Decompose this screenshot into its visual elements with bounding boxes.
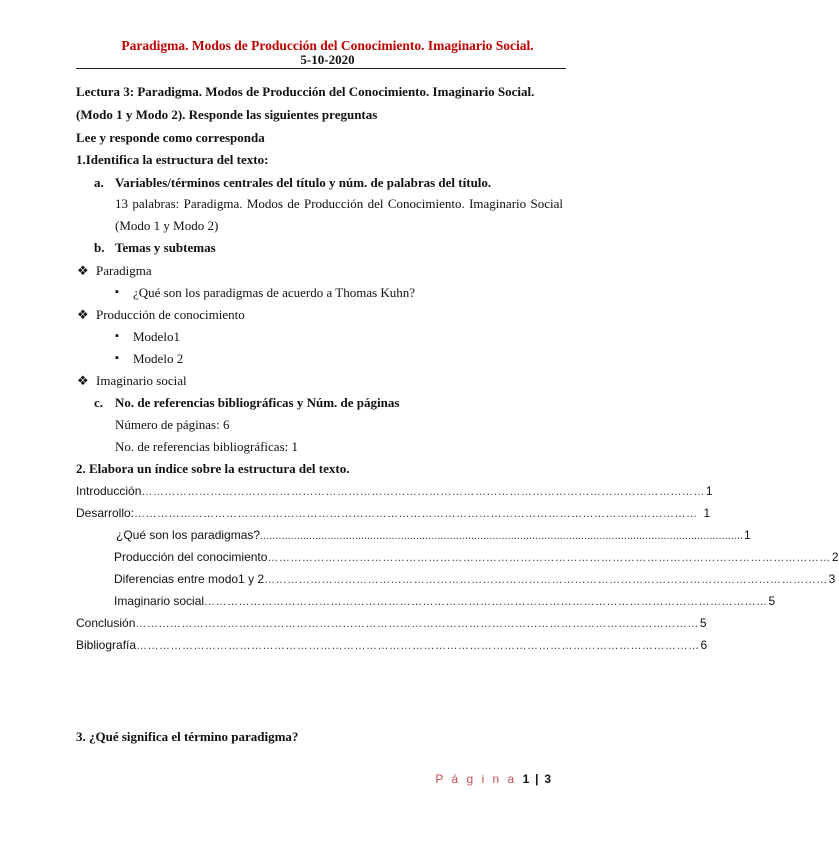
toc-label: ¿Qué son los paradigmas? <box>116 528 261 542</box>
subtopic-modelo2: Modelo 2 <box>133 351 184 366</box>
toc-page: 6 <box>700 638 708 652</box>
toc-label: Imaginario social <box>114 594 205 608</box>
toc-page: 3 <box>828 572 836 586</box>
footer-page-label: P á g i n a <box>435 772 517 786</box>
toc-leader: ………………………………………………………………………………………………………………………………… <box>134 508 698 520</box>
toc-page: 1 <box>703 506 711 520</box>
item-b-marker: b. <box>94 240 105 255</box>
toc-entry-imaginario <box>114 594 776 608</box>
refs-count: No. de referencias bibliográficas: 1 <box>115 439 299 454</box>
lecture-title-line2: (Modo 1 y Modo 2). Responde las siguientes preguntas <box>76 107 378 122</box>
toc-entry-produccion <box>114 550 839 564</box>
pages-count: Número de páginas: 6 <box>115 417 230 432</box>
toc-leader: ………………………………………………………………………………………………………………………………… <box>141 486 705 498</box>
lecture-title-line1: Lectura 3: Paradigma. Modos de Producción del Conocimiento. Imaginario Social. <box>76 84 535 99</box>
toc-leader: .............................................................................................................................................................. <box>260 530 743 542</box>
toc-entry-diferencias <box>114 572 836 586</box>
toc-label: Introducción <box>76 484 142 498</box>
subtopic-modelo1: Modelo1 <box>133 329 180 344</box>
toc-entry-paradigmas <box>116 528 751 542</box>
toc-label: Conclusión <box>76 616 136 630</box>
instruction-text: Lee y responde como corresponda <box>76 130 265 145</box>
topic-imaginario: Imaginario social <box>96 373 187 388</box>
toc-entry-desarrollo <box>76 506 711 520</box>
toc-page: 2 <box>831 550 839 564</box>
toc-entry-introduccion <box>76 484 713 498</box>
page-footer <box>435 772 551 786</box>
square-bullet-icon: ▪ <box>115 286 119 298</box>
topic-produccion: Producción de conocimiento <box>96 307 245 322</box>
toc-page: 1 <box>705 484 713 498</box>
toc-leader: ………………………………………………………………………………………………………………………………… <box>135 618 699 630</box>
toc-page: 1 <box>743 528 751 542</box>
document-header-title: Paradigma. Modos de Producción del Conocimiento. Imaginario Social. <box>121 38 534 53</box>
square-bullet-icon: ▪ <box>115 330 119 342</box>
toc-label: Producción del conocimiento <box>114 550 268 564</box>
toc-leader: ………………………………………………………………………………………………………………………………… <box>204 596 768 608</box>
item-a-marker: a. <box>94 175 104 190</box>
toc-entry-bibliografia <box>76 638 708 652</box>
toc-label: Diferencias entre modo1 y 2 <box>114 572 265 586</box>
toc-leader: ………………………………………………………………………………………………………………………………… <box>264 574 828 586</box>
toc-page: 5 <box>699 616 707 630</box>
diamond-bullet-icon: ❖ <box>77 373 89 388</box>
item-c-marker: c. <box>94 395 104 410</box>
header-divider <box>76 68 566 69</box>
subtopic-kuhn: ¿Qué son los paradigmas de acuerdo a Thomas Kuhn? <box>133 285 416 300</box>
toc-leader: ………………………………………………………………………………………………………………………………… <box>267 552 831 564</box>
toc-label: Bibliografía <box>76 638 137 652</box>
item-c-label: No. de referencias bibliográficas y Núm. de páginas <box>115 395 400 410</box>
toc-entry-conclusion <box>76 616 707 630</box>
item-b-label: Temas y subtemas <box>115 240 216 255</box>
diamond-bullet-icon: ❖ <box>77 307 89 322</box>
question-1-heading: 1.Identifica la estructura del texto: <box>76 152 269 167</box>
topic-paradigma: Paradigma <box>96 263 152 278</box>
toc-page: 5 <box>768 594 776 608</box>
item-a-label: Variables/términos centrales del título y núm. de palabras del título. <box>115 175 492 190</box>
item-a-answer-line1: 13 palabras: Paradigma. Modos de Producción del Conocimiento. Imaginario Social <box>115 196 563 211</box>
document-header-date: 5-10-2020 <box>300 52 355 67</box>
question-2-heading: 2. Elabora un índice sobre la estructura del texto. <box>76 461 350 476</box>
toc-leader: ………………………………………………………………………………………………………………………………… <box>136 640 700 652</box>
item-a-answer-line2: (Modo 1 y Modo 2) <box>115 218 219 233</box>
toc-label: Desarrollo: <box>76 506 135 520</box>
footer-page-number: 1 <box>522 772 530 786</box>
question-3-heading: 3. ¿Qué significa el término paradigma? <box>76 729 299 744</box>
footer-separator: | <box>535 772 539 786</box>
diamond-bullet-icon: ❖ <box>77 263 89 278</box>
footer-total-pages: 3 <box>544 772 551 786</box>
square-bullet-icon: ▪ <box>115 352 119 364</box>
